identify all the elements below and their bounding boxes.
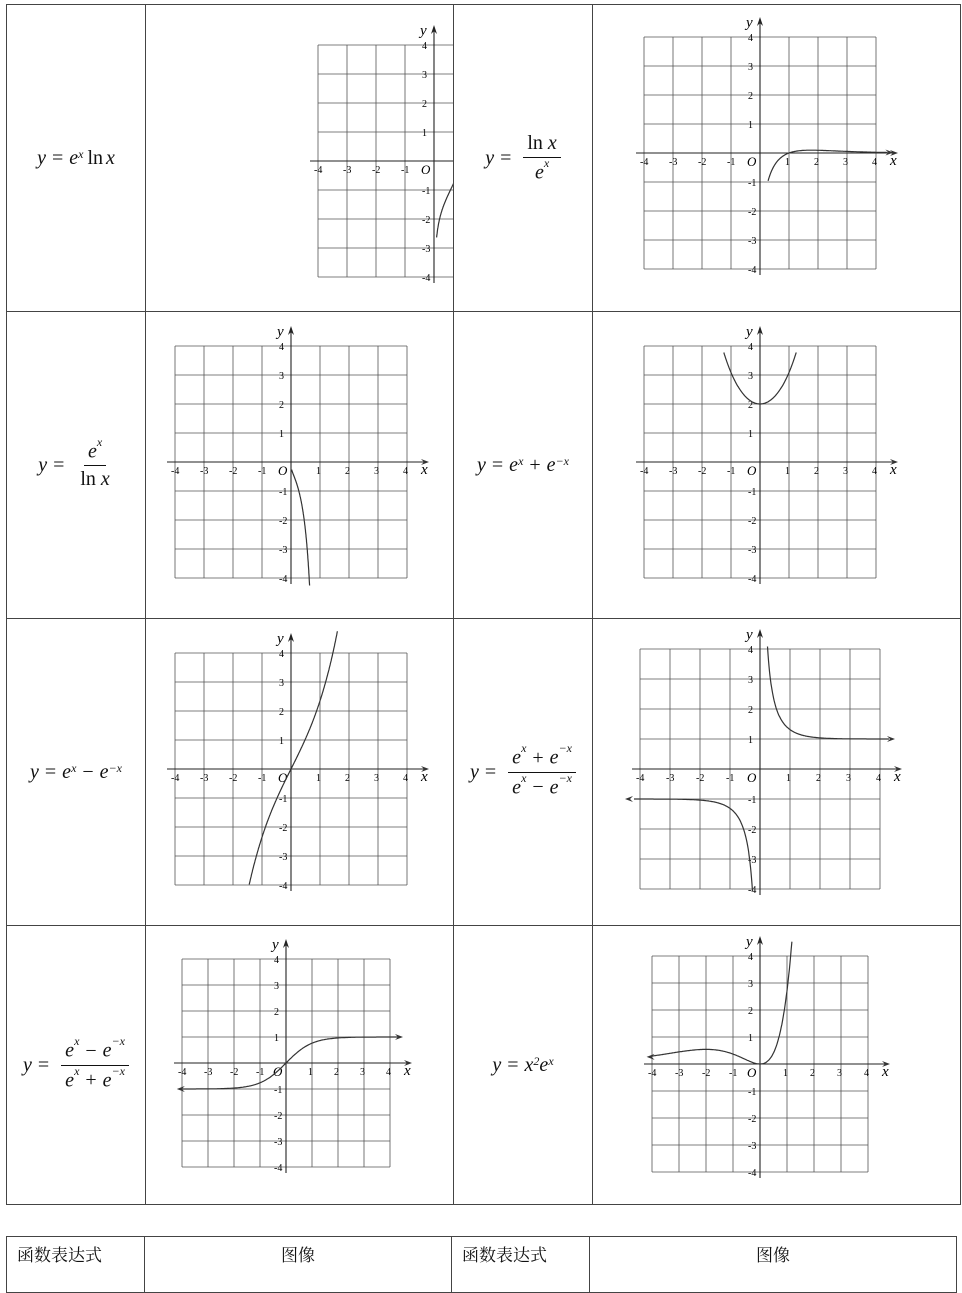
y-tick-label: -4 <box>279 574 288 585</box>
x-tick-label: -4 <box>171 466 180 477</box>
origin-label: O <box>747 463 757 478</box>
graph-ex-minus-e-negx <box>146 619 453 920</box>
x-tick-label: 3 <box>846 773 851 784</box>
function-curve <box>634 799 753 892</box>
table-row <box>7 5 961 312</box>
x-tick-label: 2 <box>814 466 819 477</box>
formula-ex-plus-e-negx: y = e $^x$ + e $^{-x}$ <box>477 453 569 476</box>
x-tick-label: -3 <box>666 773 675 784</box>
y-tick-label: 2 <box>422 99 427 110</box>
formula-cell <box>7 926 146 1205</box>
x-tick-label: 2 <box>816 773 821 784</box>
y-axis-label: y <box>746 934 753 950</box>
x-tick-label: -1 <box>258 773 267 784</box>
x-tick-label: 3 <box>843 466 848 477</box>
y-tick-label: 3 <box>422 70 427 81</box>
y-tick-label: -3 <box>748 855 757 866</box>
function-graph-table <box>6 4 961 1205</box>
x-tick-label: -2 <box>372 165 381 176</box>
y-tick-label: -3 <box>274 1137 283 1148</box>
graph-cell <box>146 5 454 312</box>
x-tick-label: 3 <box>360 1067 365 1078</box>
y-tick-label: 1 <box>279 429 284 440</box>
graph-cell <box>146 926 454 1205</box>
x-tick-label: 1 <box>786 773 791 784</box>
origin-label: O <box>747 154 757 169</box>
y-tick-label: 4 <box>274 955 279 966</box>
y-tick-label: 4 <box>748 952 753 963</box>
y-tick-label: 1 <box>274 1033 279 1044</box>
x-tick-label: 4 <box>864 1068 869 1079</box>
graph-ex-plus-e-negx <box>593 312 960 613</box>
x-tick-label: 4 <box>403 466 408 477</box>
function-curve <box>249 631 337 884</box>
function-curve <box>652 942 792 1064</box>
x-tick-label: -3 <box>669 466 678 477</box>
origin-label: O <box>273 1064 283 1079</box>
formula-x2-ex: y = x $^2$ e $^x$ <box>492 1053 554 1076</box>
x-axis-label: x <box>421 769 428 785</box>
y-axis-label: y <box>277 631 284 647</box>
formula-lnx-over-ex: y = $\frac{\text{ln x}}{e^x}$ <box>485 132 561 185</box>
origin-label: O <box>421 162 431 177</box>
x-tick-label: 3 <box>374 773 379 784</box>
x-tick-label: -2 <box>698 466 707 477</box>
graph-cell <box>146 619 454 926</box>
y-tick-label: 2 <box>748 400 753 411</box>
graph-cell <box>146 312 454 619</box>
y-tick-label: 1 <box>748 735 753 746</box>
graph-ex-lnx <box>146 5 453 306</box>
y-tick-label: -4 <box>748 1168 757 1179</box>
graph-cell <box>593 312 961 619</box>
y-tick-label: -3 <box>748 236 757 247</box>
y-tick-label: 3 <box>748 371 753 382</box>
x-axis-label: x <box>890 462 897 478</box>
x-tick-label: -2 <box>230 1067 239 1078</box>
table-row <box>7 1237 957 1293</box>
header-graph: 图像 <box>590 1237 957 1293</box>
header-expression: 函数表达式 <box>7 1237 145 1293</box>
x-tick-label: 2 <box>345 773 350 784</box>
function-curve <box>437 25 453 238</box>
graph-cell <box>593 5 961 312</box>
x-tick-label: -1 <box>401 165 410 176</box>
y-tick-label: -4 <box>279 881 288 892</box>
y-tick-label: 4 <box>422 41 427 52</box>
table-row <box>7 926 961 1205</box>
y-axis-label: y <box>746 15 753 31</box>
x-tick-label: -4 <box>178 1067 187 1078</box>
x-tick-label: 1 <box>316 773 321 784</box>
origin-label: O <box>747 1065 757 1080</box>
x-tick-label: 2 <box>814 157 819 168</box>
x-tick-label: -1 <box>727 466 736 477</box>
formula-cell <box>454 5 593 312</box>
x-tick-label: -3 <box>204 1067 213 1078</box>
x-tick-label: -2 <box>698 157 707 168</box>
x-tick-label: 1 <box>308 1067 313 1078</box>
y-tick-label: 3 <box>748 62 753 73</box>
formula-ex-over-lnx: y = $\frac{e^x}{\text{ln x}}$ <box>38 434 110 491</box>
x-tick-label: -3 <box>200 466 209 477</box>
y-axis-label: y <box>746 324 753 340</box>
y-tick-label: -3 <box>422 244 431 255</box>
x-tick-label: -1 <box>726 773 735 784</box>
x-tick-label: -1 <box>729 1068 738 1079</box>
x-tick-label: -3 <box>675 1068 684 1079</box>
y-tick-label: 3 <box>748 675 753 686</box>
y-tick-label: -1 <box>274 1085 283 1096</box>
x-tick-label: 4 <box>872 466 877 477</box>
x-tick-label: 2 <box>810 1068 815 1079</box>
function-curve <box>768 647 890 740</box>
x-tick-label: 3 <box>837 1068 842 1079</box>
y-tick-label: -2 <box>279 516 288 527</box>
y-axis-label: y <box>272 937 279 953</box>
y-tick-label: -2 <box>274 1111 283 1122</box>
formula-coth: y = $\frac{e^x + e^{-x}}{e^x - e^{-x}}$ <box>470 745 576 799</box>
x-tick-label: -4 <box>648 1068 657 1079</box>
formula-ex-minus-e-negx: y = e $^x$ − e $^{-x}$ <box>30 760 122 783</box>
x-tick-label: 3 <box>374 466 379 477</box>
table-row <box>7 312 961 619</box>
function-curve <box>292 470 310 586</box>
y-tick-label: -3 <box>279 545 288 556</box>
y-tick-label: -3 <box>279 852 288 863</box>
y-tick-label: 2 <box>279 707 284 718</box>
x-tick-label: -3 <box>200 773 209 784</box>
asymptote-arrow-icon <box>625 796 633 802</box>
graph-tanh <box>146 926 453 1199</box>
y-axis-label: y <box>420 23 427 39</box>
y-tick-label: -2 <box>748 825 757 836</box>
formula-cell <box>7 5 146 312</box>
x-tick-label: 4 <box>403 773 408 784</box>
y-tick-label: -4 <box>748 885 757 896</box>
formula-cell <box>7 312 146 619</box>
y-tick-label: 2 <box>748 705 753 716</box>
y-axis-label: y <box>277 324 284 340</box>
y-tick-label: -3 <box>748 1141 757 1152</box>
x-tick-label: -3 <box>669 157 678 168</box>
graph-x2-ex <box>593 926 960 1199</box>
y-tick-label: -1 <box>748 1087 757 1098</box>
formula-ex-lnx: y = e $^x$ ln x <box>37 146 115 169</box>
formula-cell <box>454 312 593 619</box>
y-tick-label: -4 <box>748 574 757 585</box>
x-tick-label: 4 <box>872 157 877 168</box>
y-tick-label: -4 <box>274 1163 283 1174</box>
x-tick-label: -4 <box>314 165 323 176</box>
y-tick-label: -1 <box>748 795 757 806</box>
y-tick-label: -2 <box>748 516 757 527</box>
origin-label: O <box>278 770 288 785</box>
x-tick-label: -4 <box>640 157 649 168</box>
x-tick-label: 2 <box>334 1067 339 1078</box>
y-tick-label: 4 <box>748 33 753 44</box>
graph-cell <box>593 619 961 926</box>
y-tick-label: -3 <box>748 545 757 556</box>
asymptote-arrow-icon <box>647 1054 655 1060</box>
y-tick-label: 1 <box>748 1033 753 1044</box>
y-tick-label: 3 <box>279 678 284 689</box>
y-tick-label: 2 <box>279 400 284 411</box>
formula-tanh: y = $\frac{e^x - e^{-x}}{e^x + e^{-x}}$ <box>23 1038 129 1092</box>
x-tick-label: -1 <box>258 466 267 477</box>
formula-cell <box>454 619 593 926</box>
graph-coth <box>593 619 960 920</box>
table-row <box>7 619 961 926</box>
y-tick-label: -2 <box>279 823 288 834</box>
x-axis-label: x <box>421 462 428 478</box>
x-tick-label: 3 <box>843 157 848 168</box>
x-tick-label: 4 <box>876 773 881 784</box>
x-tick-label: -1 <box>256 1067 265 1078</box>
header-table <box>6 1236 957 1293</box>
origin-label: O <box>747 770 757 785</box>
x-tick-label: -2 <box>229 466 238 477</box>
x-tick-label: -2 <box>229 773 238 784</box>
x-axis-label: x <box>404 1063 411 1079</box>
y-tick-label: 3 <box>274 981 279 992</box>
graph-lnx-over-ex <box>593 5 960 306</box>
y-tick-label: -4 <box>422 273 431 284</box>
formula-cell <box>7 619 146 926</box>
y-tick-label: -2 <box>748 207 757 218</box>
graph-cell <box>593 926 961 1205</box>
y-tick-label: 4 <box>279 649 284 660</box>
y-tick-label: 1 <box>748 429 753 440</box>
y-tick-label: -2 <box>422 215 431 226</box>
x-tick-label: -2 <box>696 773 705 784</box>
x-tick-label: 1 <box>783 1068 788 1079</box>
x-axis-label: x <box>890 153 897 169</box>
y-tick-label: -1 <box>279 794 288 805</box>
origin-label: O <box>278 463 288 478</box>
x-tick-label: 1 <box>785 157 790 168</box>
y-tick-label: 4 <box>748 645 753 656</box>
x-tick-label: -3 <box>343 165 352 176</box>
y-tick-label: -1 <box>748 178 757 189</box>
header-expression: 函数表达式 <box>452 1237 590 1293</box>
x-tick-label: -2 <box>702 1068 711 1079</box>
x-tick-label: 2 <box>345 466 350 477</box>
x-tick-label: -4 <box>636 773 645 784</box>
y-tick-label: 3 <box>279 371 284 382</box>
y-tick-label: -1 <box>422 186 431 197</box>
graph-ex-over-lnx <box>146 312 453 613</box>
x-tick-label: 1 <box>785 466 790 477</box>
y-tick-label: -1 <box>748 487 757 498</box>
y-tick-label: 4 <box>748 342 753 353</box>
y-tick-label: -4 <box>748 265 757 276</box>
header-graph: 图像 <box>145 1237 452 1293</box>
x-axis-label: x <box>882 1064 889 1080</box>
y-axis-label: y <box>746 627 753 643</box>
y-tick-label: -1 <box>279 487 288 498</box>
y-tick-label: 2 <box>748 1006 753 1017</box>
y-tick-label: 2 <box>274 1007 279 1018</box>
y-tick-label: 2 <box>748 91 753 102</box>
y-tick-label: 1 <box>279 736 284 747</box>
x-tick-label: 1 <box>316 466 321 477</box>
y-tick-label: 1 <box>422 128 427 139</box>
x-tick-label: -1 <box>727 157 736 168</box>
y-tick-label: -2 <box>748 1114 757 1125</box>
y-tick-label: 3 <box>748 979 753 990</box>
y-tick-label: 1 <box>748 120 753 131</box>
formula-cell <box>454 926 593 1205</box>
x-tick-label: -4 <box>640 466 649 477</box>
x-tick-label: 4 <box>386 1067 391 1078</box>
y-tick-label: 4 <box>279 342 284 353</box>
x-axis-label: x <box>894 769 901 785</box>
x-tick-label: -4 <box>171 773 180 784</box>
